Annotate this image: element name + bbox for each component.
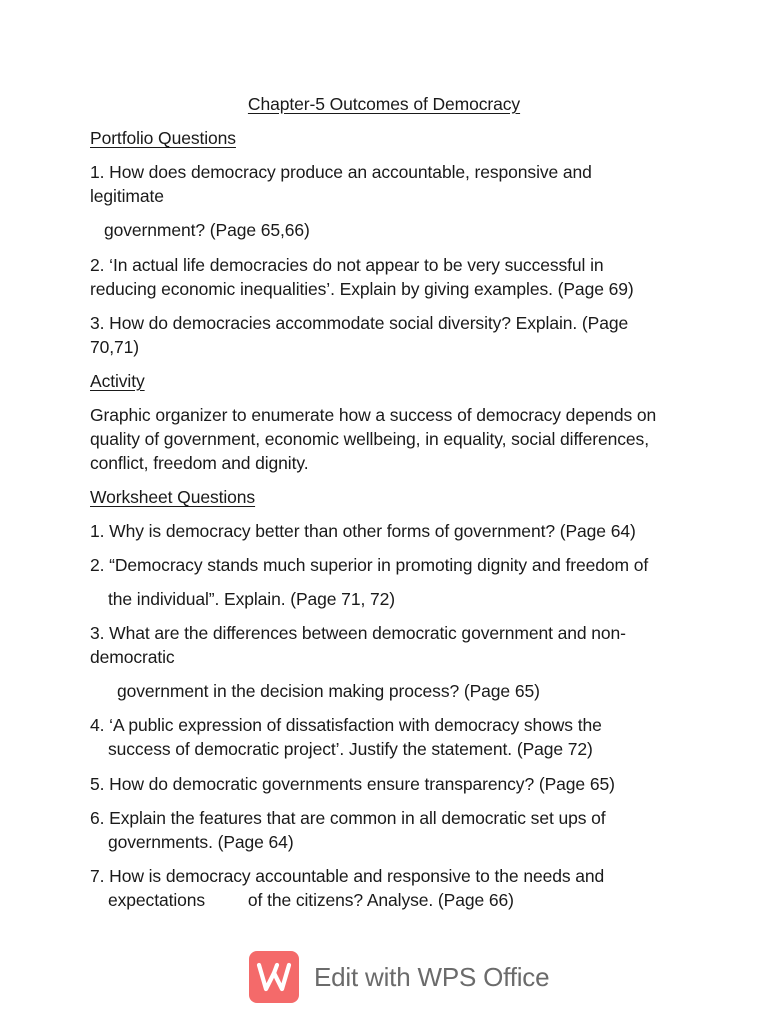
- portfolio-line: reducing economic inequalities’. Explain by giving examples. (Page 69): [90, 279, 634, 299]
- portfolio-line: 70,71): [90, 337, 140, 357]
- portfolio-line: 2. ‘In actual life democracies do not appear to be very successful in: [90, 255, 604, 275]
- portfolio-line: 3. How do democracies accommodate social diversity? Explain. (Page: [90, 313, 629, 333]
- portfolio-heading: Portfolio Questions: [90, 128, 236, 148]
- page-title: Chapter-5 Outcomes of Democracy: [247, 94, 521, 114]
- worksheet-line: governments. (Page 64): [108, 832, 294, 852]
- worksheet-line: the individual”. Explain. (Page 71, 72): [108, 589, 395, 609]
- worksheet-line: expectations of the citizens? Analyse. (Page 66): [108, 890, 514, 910]
- worksheet-line: 6. Explain the features that are common in all democratic set ups of: [90, 808, 606, 828]
- worksheet-line: success of democratic project’. Justify the statement. (Page 72): [108, 739, 593, 759]
- portfolio-line: legitimate: [90, 186, 164, 206]
- activity-line: Graphic organizer to enumerate how a success of democracy depends on: [90, 405, 657, 425]
- worksheet-line: 5. How do democratic governments ensure transparency? (Page 65): [90, 774, 615, 794]
- worksheet-line: 2. “Democracy stands much superior in promoting dignity and freedom of: [90, 555, 649, 575]
- activity-line: conflict, freedom and dignity.: [90, 453, 309, 473]
- worksheet-line: 7. How is democracy accountable and responsive to the needs and: [90, 866, 605, 886]
- activity-heading: Activity: [90, 371, 145, 391]
- portfolio-line: 1. How does democracy produce an accountable, responsive and: [90, 162, 592, 182]
- worksheet-heading: Worksheet Questions: [90, 487, 256, 507]
- portfolio-line: government? (Page 65,66): [104, 220, 310, 240]
- wps-logo-icon[interactable]: [249, 951, 299, 1003]
- worksheet-line: 4. ‘A public expression of dissatisfaction with democracy shows the: [90, 715, 602, 735]
- worksheet-line: government in the decision making process? (Page 65): [117, 681, 540, 701]
- worksheet-line: democratic: [90, 647, 175, 667]
- worksheet-line: 1. Why is democracy better than other forms of government? (Page 64): [90, 521, 636, 541]
- wps-edit-link[interactable]: Edit with WPS Office: [314, 962, 550, 992]
- worksheet-line: 3. What are the differences between democratic government and non-: [90, 623, 626, 643]
- activity-line: quality of government, economic wellbeing, in equality, social differences,: [90, 429, 649, 449]
